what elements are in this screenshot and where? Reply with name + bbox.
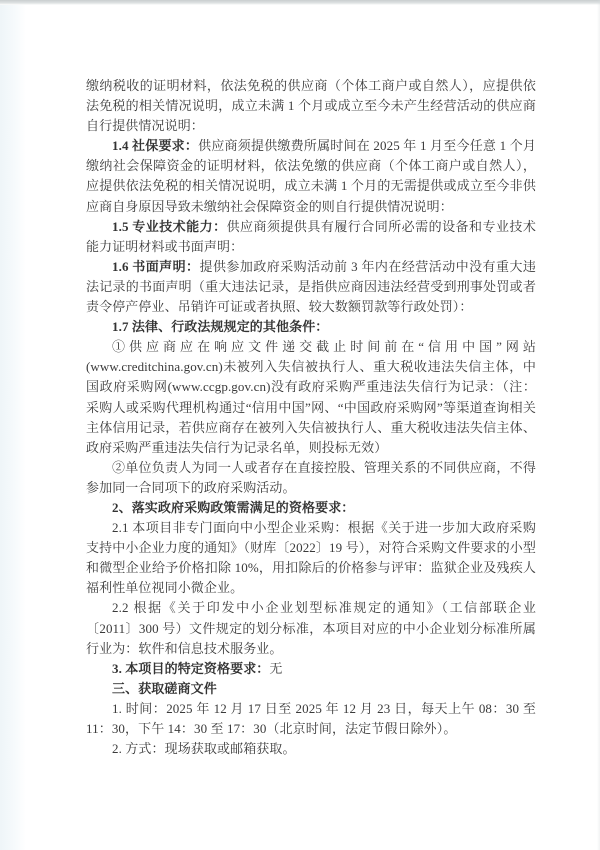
paragraph-label: 1.7 法律、行政法规规定的其他条件： xyxy=(112,319,329,335)
paragraph-1-6-written-statement xyxy=(86,257,536,317)
paragraph-label: 3. 本项目的特定资格要求： xyxy=(112,660,270,676)
paragraph-label: 2、落实政府采购政策需满足的资格要求： xyxy=(112,499,355,515)
paragraph-text: ②单位负责人为同一人或者存在直接控股、管理关系的不同供应商，不得参加同一合同项下的政府采购活动。 xyxy=(86,459,536,495)
paragraph-section-3-obtain-documents-heading xyxy=(86,679,536,699)
paragraph-continuation-tax xyxy=(86,76,536,136)
paragraph-text: 2. 方式：现场获取或邮箱获取。 xyxy=(112,741,296,757)
paragraph-text: ①供应商应在响应文件递交截止时间前在“信用中国”网站(www.creditchina.gov.cn)未被列入失信被执行人、重大税收违法失信主体，中国政府采购网(www.ccgp.gov.cn)没有政府采购严重违法失信行为记录：（注：采购人或采购代理机构通过“信用中国”网、“中国政府采购网”等渠道查询相关主体信用记录，若供应商存在被列入失信被执行人、重大税收违法失信主体、政府采购严重违法失信行为记录名单，则投标无效） xyxy=(86,339,536,455)
paragraph-1-7-legal-conditions-heading xyxy=(86,317,536,337)
paragraph-text: 2.2 根据《关于印发中小企业划型标准规定的通知》（工信部联企业〔2011〕300 号）文件规定的划分标准，本项目对应的中小企业划分标准所属行业为：软件和信息技术服务业。 xyxy=(86,600,536,656)
paragraph-obtain-time xyxy=(86,699,536,739)
paragraph-2-policy-requirements-heading xyxy=(86,498,536,518)
document-page xyxy=(86,76,536,759)
paragraph-text: 2.1 本项目非专门面向中小型企业采购：根据《关于进一步加大政府采购支持中小企业力度的通知》（财库〔2022〕19 号），对符合采购文件要求的小型和微型企业给予价格扣除 10%，用扣除后的价格参与评审：监狱企业及残疾人福利性单位视同小微企业。 xyxy=(86,520,536,596)
paragraph-label: 1.6 书面声明： xyxy=(112,258,200,274)
paragraph-label: 1.4 社保要求： xyxy=(112,138,199,154)
paragraph-2-2-sme-classification xyxy=(86,598,536,658)
paragraph-label: 1.5 专业技术能力： xyxy=(112,218,227,234)
paragraph-1-5-technical-ability xyxy=(86,217,536,257)
paragraph-text: 供应商须提供具有履行合同所必需的设备和专业技术能力证明材料或书面声明： xyxy=(86,218,536,254)
paragraph-same-person-clause xyxy=(86,458,536,498)
paragraph-text: 供应商须提供缴费所属时间在 2025 年 1 月至今任意 1 个月缴纳社会保障资金的证明材料，依法免缴的供应商（个体工商户或自然人），应提供依法免税的相关情况说明，成立未满 1 个月的无需提供或成立至今非供应商自身原因导致未缴纳社会保障资金的则自行提供情况说明： xyxy=(86,138,536,214)
paragraph-text: 无 xyxy=(269,660,283,676)
scan-top-edge-artifact xyxy=(0,0,600,5)
scan-left-edge-artifact xyxy=(0,5,26,850)
paragraph-text: 1. 时间：2025 年 12 月 17 日至 2025 年 12 月 23 日，每天上午 08：30 至 11：30，下午 14：30 至 17：30（北京时间，法定节假日除外）。 xyxy=(86,700,536,736)
paragraph-2-1-sme-price-deduction xyxy=(86,518,536,598)
paragraph-1-4-social-security xyxy=(86,136,536,216)
paragraph-text: 缴纳税收的证明材料，依法免税的供应商（个体工商户或自然人），应提供依法免税的相关情况说明，成立未满 1 个月或成立至今未产生经营活动的供应商自行提供情况说明： xyxy=(86,78,536,134)
paragraph-credit-china-clause xyxy=(86,337,536,458)
paragraph-obtain-method xyxy=(86,739,536,759)
paragraph-text: 提供参加政府采购活动前 3 年内在经营活动中没有重大违法记录的书面声明（重大违法记录，是指供应商因违法经营受到刑事处罚或者责令停产停业、吊销许可证或者执照、较大数额罚款等行政处罚）： xyxy=(86,258,536,315)
paragraph-3-specific-requirements xyxy=(86,659,536,679)
paragraph-label: 三、获取磋商文件 xyxy=(112,680,217,696)
